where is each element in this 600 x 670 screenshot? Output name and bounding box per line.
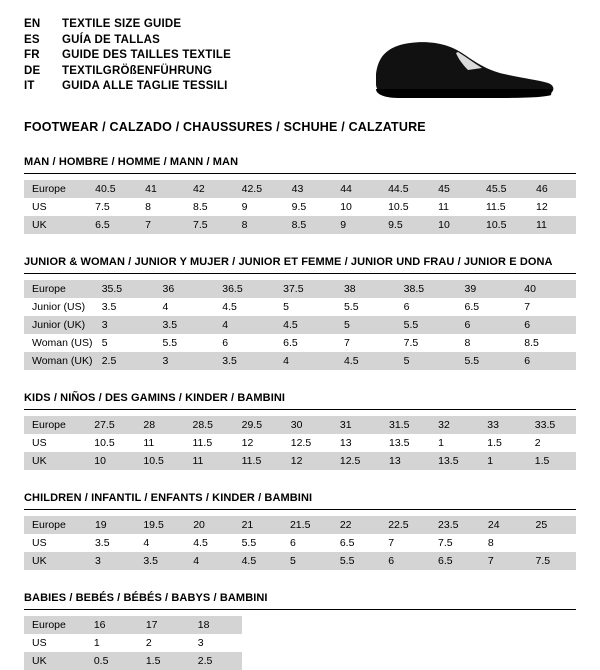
size-cell [242,634,290,652]
section-title: KIDS / NIÑOS / DES GAMINS / KINDER / BAMBINI [24,392,286,404]
size-cell: 6.5 [430,552,480,570]
size-cell: 13 [381,452,430,470]
size-cell: 22.5 [380,516,430,534]
size-cell: 13.5 [430,452,479,470]
size-cell [242,616,290,634]
size-cell: 5.5 [336,298,396,316]
size-cell [337,652,385,670]
size-cell: 8 [234,216,284,234]
size-cell: 40.5 [87,180,137,198]
size-cell: 2 [138,634,190,652]
table-row [24,352,576,370]
table-row [24,516,576,534]
size-cell: 2.5 [94,352,155,370]
size-table [24,616,576,670]
size-cell: 11 [185,452,234,470]
size-cell: 36 [155,280,215,298]
size-cell: 11 [528,216,576,234]
row-label: UK [24,552,87,570]
size-cell: 6 [380,552,430,570]
size-cell: 4.5 [234,552,282,570]
language-text: GUIDE DES TAILLES TEXTILE [62,49,231,61]
size-cell: 11.5 [234,452,283,470]
size-cell: 5 [396,352,457,370]
size-cell: 32 [430,416,479,434]
row-label: UK [24,216,87,234]
size-cell: 17 [138,616,190,634]
table-row [24,180,576,198]
row-label: US [24,198,87,216]
row-label: Junior (US) [24,298,94,316]
size-cell: 22 [332,516,380,534]
size-section-junior-woman [24,256,576,370]
size-cell: 3 [94,316,155,334]
size-cell: 43 [284,180,333,198]
size-cell: 30 [283,416,332,434]
language-row [24,65,231,81]
size-cell [528,534,576,552]
table-row [24,634,576,652]
row-label: Europe [24,280,94,298]
language-row [24,49,231,65]
size-cell: 7 [137,216,185,234]
section-divider [24,509,576,510]
language-text: TEXTILGRÖßENFÜHRUNG [62,64,213,77]
size-cell: 9 [234,198,284,216]
language-text: GUIDA ALLE TAGLIE TESSILI [62,80,228,92]
size-cell: 7 [380,534,430,552]
size-cell: 10 [86,452,135,470]
size-cell [480,652,528,670]
size-cell: 6 [214,334,275,352]
size-cell [337,616,385,634]
size-cell: 33.5 [527,416,576,434]
size-cell: 25 [528,516,576,534]
size-cell: 10 [332,198,380,216]
size-cell: 11.5 [185,434,234,452]
size-cell: 36.5 [214,280,275,298]
size-cell: 8 [137,198,185,216]
size-cell: 1.5 [138,652,190,670]
size-cell: 11 [135,434,184,452]
size-cell: 8 [457,334,517,352]
size-cell: 46 [528,180,576,198]
section-title: MAN / HOMBRE / HOMME / MANN / MAN [24,156,239,168]
size-cell: 12.5 [283,434,332,452]
size-cell: 21.5 [282,516,332,534]
size-cell [385,634,433,652]
size-cell: 9.5 [284,198,333,216]
size-cell: 1 [430,434,479,452]
size-cell [480,634,528,652]
size-cell: 21 [234,516,282,534]
size-cell: 28.5 [185,416,234,434]
size-cell [337,634,385,652]
size-cell: 1 [479,452,527,470]
size-cell: 23.5 [430,516,480,534]
size-cell: 38.5 [396,280,457,298]
size-cell: 1 [86,634,138,652]
table-row [24,334,576,352]
language-text: GUÍA DE TALLAS [62,33,160,46]
language-code: IT [24,80,35,92]
size-cell: 12 [234,434,283,452]
size-cell: 5 [336,316,396,334]
size-cell: 5.5 [234,534,282,552]
size-table [24,280,576,370]
size-cell: 42.5 [234,180,284,198]
language-code: ES [24,33,40,46]
size-cell: 8.5 [284,216,333,234]
size-cell: 18 [190,616,242,634]
language-list-body [24,18,231,96]
dress-shoe-icon [358,26,558,106]
size-cell: 6 [396,298,457,316]
size-cell: 2.5 [190,652,242,670]
row-label: Woman (US) [24,334,94,352]
size-cell: 4.5 [214,298,275,316]
table-row [24,280,576,298]
row-label: US [24,534,87,552]
table-row [24,552,576,570]
language-text: TEXTILE SIZE GUIDE [62,18,182,30]
size-cell: 7.5 [528,552,576,570]
size-cell: 7.5 [185,216,234,234]
row-label: Europe [24,416,86,434]
table-row [24,198,576,216]
size-cell: 4 [155,298,215,316]
language-row [24,18,231,34]
row-label: Europe [24,180,87,198]
size-cell: 19 [87,516,135,534]
size-cell: 5.5 [332,552,380,570]
language-code: EN [24,18,41,30]
table-row [24,298,576,316]
section-divider [24,173,576,174]
size-cell: 3 [190,634,242,652]
language-list [24,18,231,96]
size-table [24,416,576,470]
size-cell: 31.5 [381,416,430,434]
table-row [24,652,576,670]
size-cell: 3.5 [155,316,215,334]
size-table [24,180,576,234]
size-cell: 5.5 [155,334,215,352]
language-row [24,34,231,50]
size-cell: 16 [86,616,138,634]
size-cell: 39 [457,280,517,298]
footwear-title: FOOTWEAR / CALZADO / CHAUSSURES / SCHUHE / CALZATURE [24,120,426,134]
language-code: FR [24,49,40,61]
size-cell: 6.5 [332,534,380,552]
size-cell [290,634,338,652]
table-row [24,316,576,334]
size-cell: 28 [135,416,184,434]
size-cell: 10.5 [86,434,135,452]
size-cell: 4 [214,316,275,334]
size-cell: 4 [185,552,233,570]
size-cell: 7.5 [430,534,480,552]
size-cell: 44 [332,180,380,198]
row-label: Europe [24,616,86,634]
row-label: US [24,634,86,652]
size-cell [433,634,481,652]
table-row [24,434,576,452]
size-cell: 11 [430,198,478,216]
size-cell: 38 [336,280,396,298]
size-cell: 44.5 [380,180,430,198]
size-cell: 8.5 [185,198,234,216]
size-cell: 12.5 [332,452,381,470]
size-cell: 10.5 [478,216,528,234]
size-cell [242,652,290,670]
table-row [24,616,576,634]
size-cell: 11.5 [478,198,528,216]
section-divider [24,273,576,274]
size-cell: 10 [430,216,478,234]
table-row [24,416,576,434]
size-cell: 3.5 [135,552,185,570]
size-cell: 2 [527,434,576,452]
size-section-children [24,492,576,570]
size-cell [290,616,338,634]
size-cell: 40 [516,280,576,298]
row-label: Junior (UK) [24,316,94,334]
section-title: JUNIOR & WOMAN / JUNIOR Y MUJER / JUNIOR ET FEMME / JUNIOR UND FRAU / JUNIOR E DONA [24,256,553,268]
size-cell: 7 [516,298,576,316]
size-cell: 5.5 [396,316,457,334]
size-cell: 7 [480,552,528,570]
size-cell: 37.5 [275,280,336,298]
size-cell: 20 [185,516,233,534]
size-cell [528,652,576,670]
size-cell: 6 [282,534,332,552]
row-label: UK [24,652,86,670]
size-cell: 6 [516,352,576,370]
size-cell: 5 [275,298,336,316]
size-cell: 1.5 [527,452,576,470]
size-table [24,516,576,570]
size-cell: 6.5 [275,334,336,352]
size-cell: 3 [87,552,135,570]
size-cell [528,634,576,652]
size-cell: 42 [185,180,234,198]
size-cell: 45.5 [478,180,528,198]
size-cell: 13.5 [381,434,430,452]
size-section-kids [24,392,576,470]
row-label: UK [24,452,86,470]
size-cell: 12 [283,452,332,470]
section-divider [24,409,576,410]
size-cell [385,652,433,670]
size-cell: 10.5 [135,452,184,470]
size-cell: 45 [430,180,478,198]
size-cell: 5.5 [457,352,517,370]
language-code: DE [24,64,41,77]
size-cell [290,652,338,670]
size-cell [480,616,528,634]
size-cell [385,616,433,634]
size-cell [433,616,481,634]
size-cell: 12 [528,198,576,216]
size-cell: 8 [480,534,528,552]
size-cell: 3.5 [94,298,155,316]
language-row [24,80,231,96]
size-cell: 33 [479,416,527,434]
size-cell: 9.5 [380,216,430,234]
row-label: Europe [24,516,87,534]
size-cell: 8.5 [516,334,576,352]
row-label: US [24,434,86,452]
section-title: BABIES / BEBÉS / BÉBÉS / BABYS / BAMBINI [24,592,268,604]
size-sections [24,156,576,670]
size-cell: 1.5 [479,434,527,452]
size-cell: 6 [516,316,576,334]
size-cell: 19.5 [135,516,185,534]
size-cell: 13 [332,434,381,452]
size-cell: 4.5 [185,534,233,552]
size-cell: 4 [275,352,336,370]
size-cell: 9 [332,216,380,234]
size-cell: 35.5 [94,280,155,298]
size-cell: 3.5 [87,534,135,552]
size-cell: 7.5 [87,198,137,216]
size-cell: 5 [94,334,155,352]
size-cell: 27.5 [86,416,135,434]
size-cell: 29.5 [234,416,283,434]
size-cell [433,652,481,670]
size-cell: 4 [135,534,185,552]
size-cell: 3.5 [214,352,275,370]
table-row [24,452,576,470]
size-cell: 5 [282,552,332,570]
size-cell: 0.5 [86,652,138,670]
size-cell: 4.5 [275,316,336,334]
table-row [24,216,576,234]
size-cell: 6.5 [87,216,137,234]
section-title: CHILDREN / INFANTIL / ENFANTS / KINDER / BAMBINI [24,492,313,504]
size-cell [528,616,576,634]
section-divider [24,609,576,610]
table-row [24,534,576,552]
size-cell: 3 [155,352,215,370]
document-header [24,18,576,106]
size-cell: 6 [457,316,517,334]
size-cell: 4.5 [336,352,396,370]
size-section-babies [24,592,576,670]
size-cell: 10.5 [380,198,430,216]
size-cell: 41 [137,180,185,198]
size-cell: 7 [336,334,396,352]
size-cell: 7.5 [396,334,457,352]
size-cell: 31 [332,416,381,434]
size-cell: 24 [480,516,528,534]
row-label: Woman (UK) [24,352,94,370]
size-section-man [24,156,576,234]
size-cell: 6.5 [457,298,517,316]
